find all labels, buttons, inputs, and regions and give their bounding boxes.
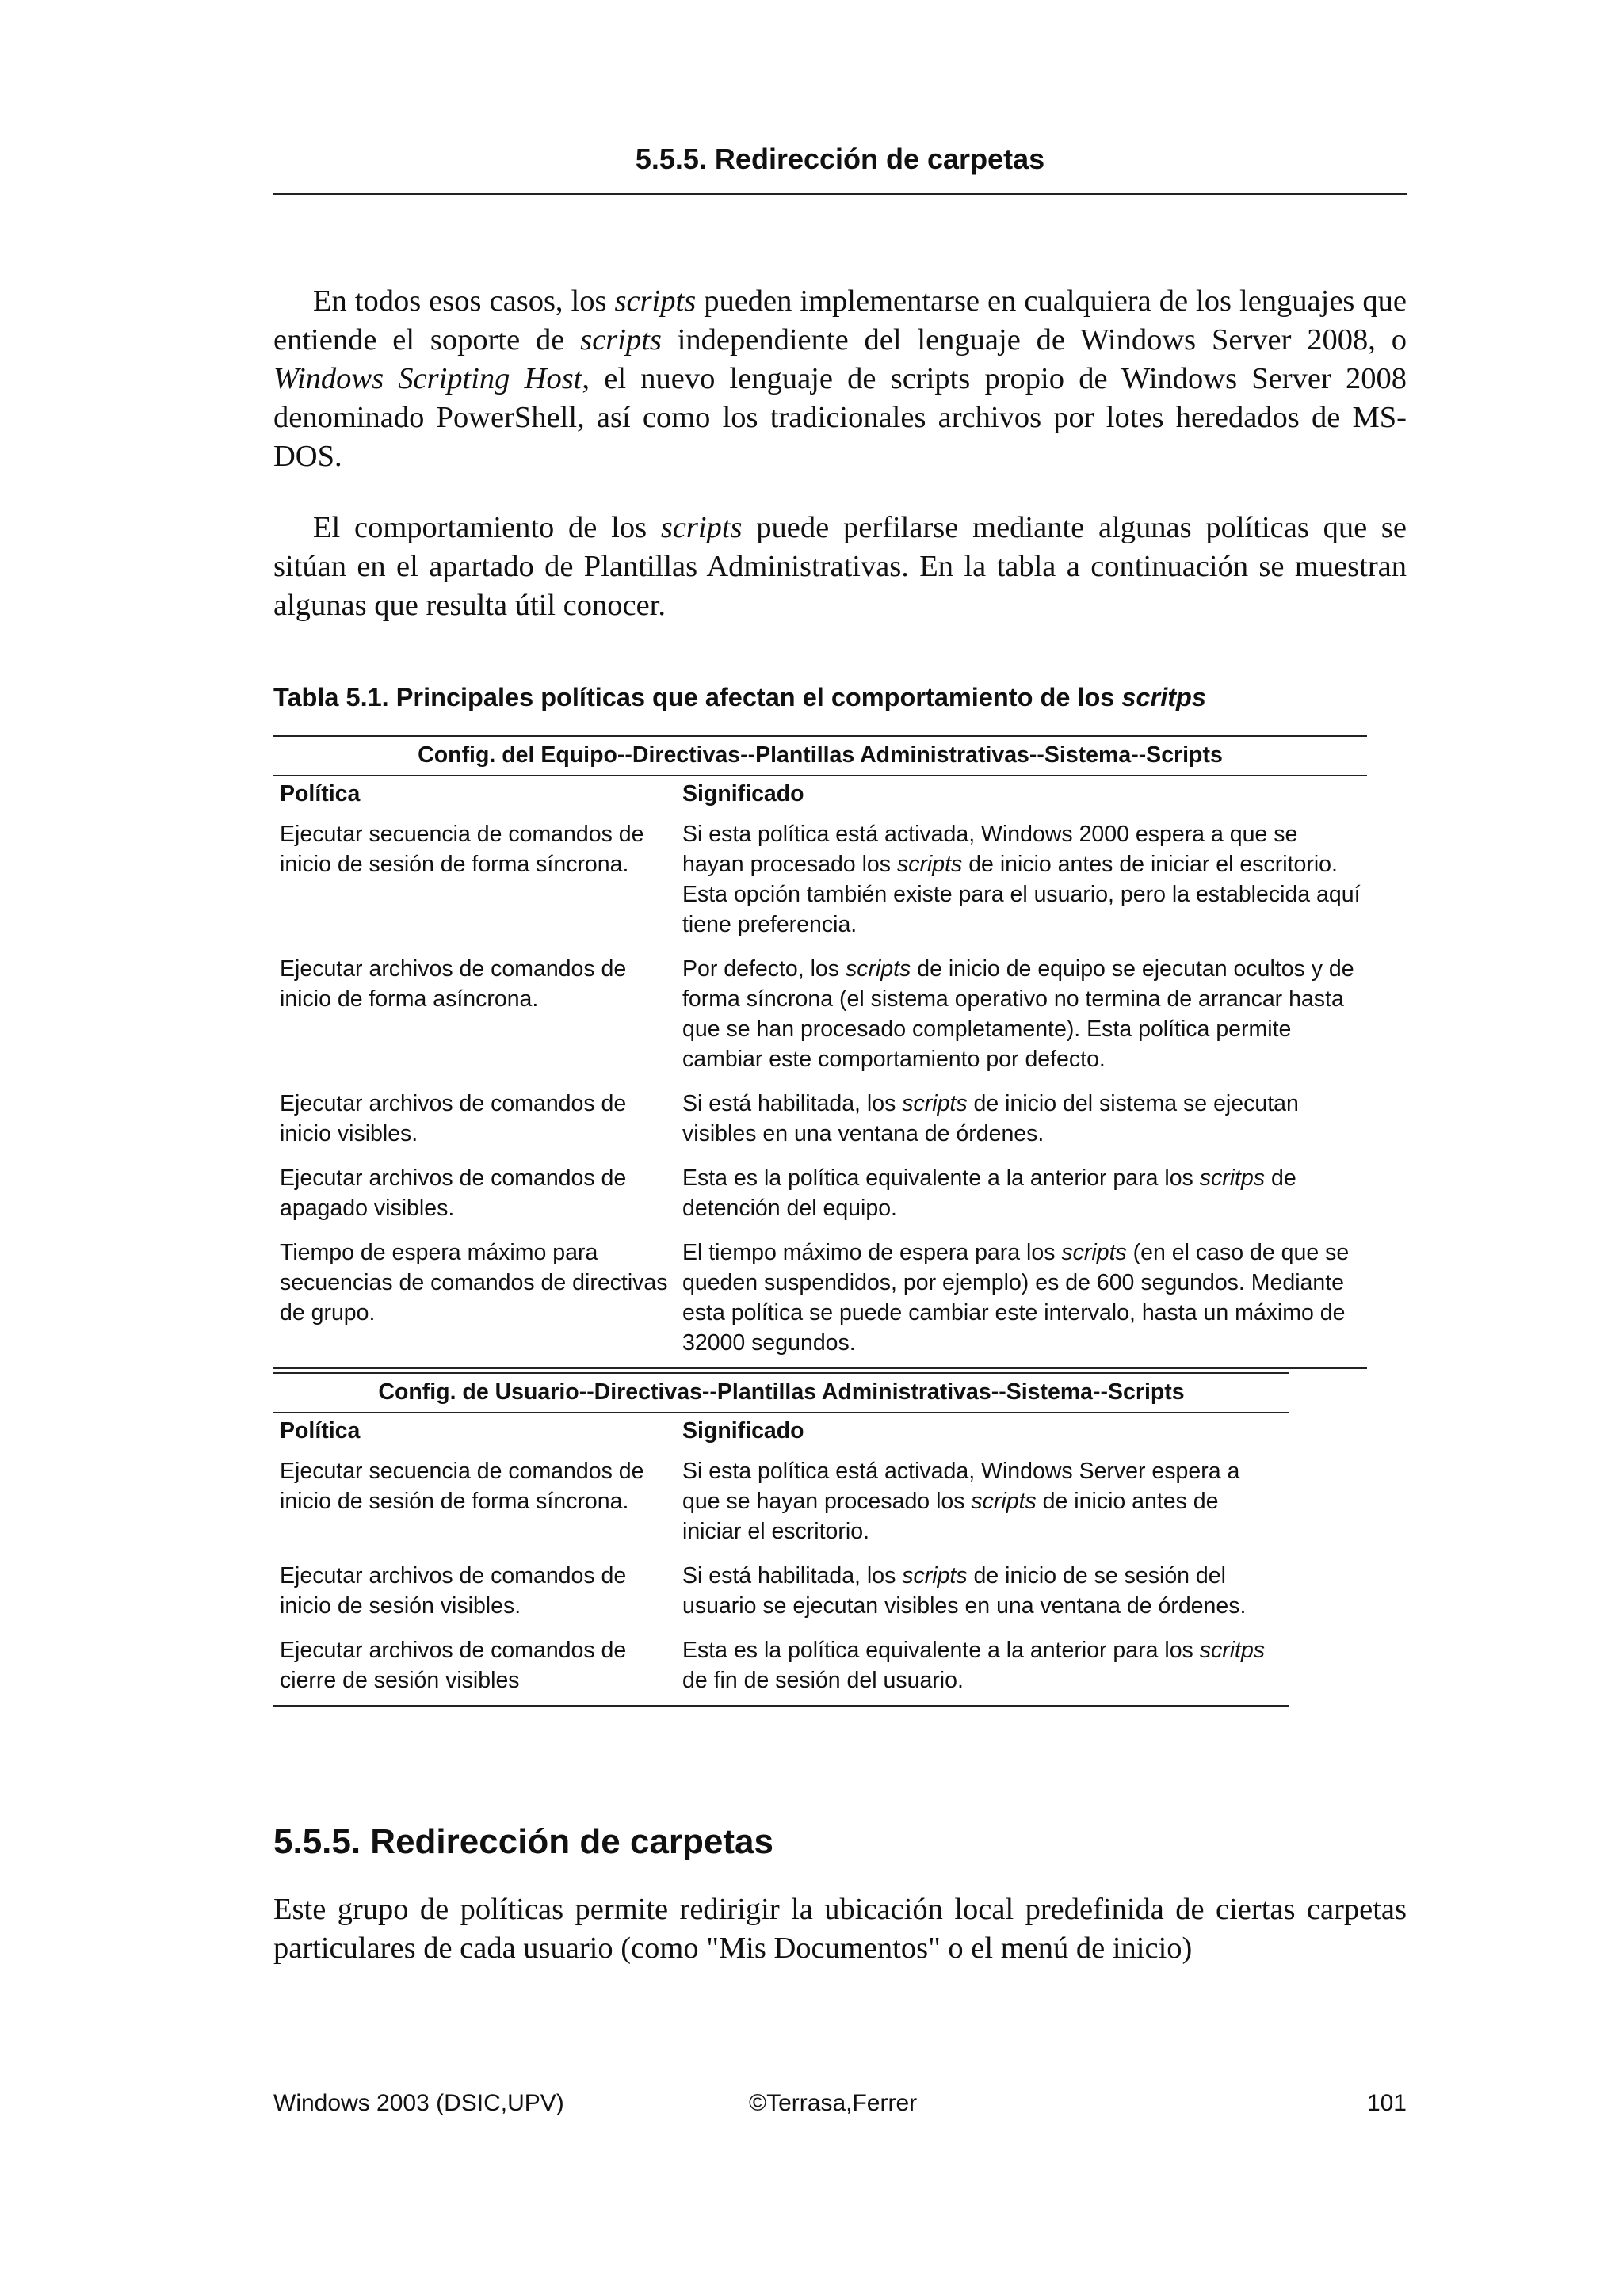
italic-run: scripts [902,1091,968,1116]
document-page [273,0,1407,2296]
policies-table-user [273,1372,1289,1707]
footer-center: ©Terrasa,Ferrer [749,2090,918,2116]
table-row [273,1158,1367,1233]
text-run: de inicio del sistema se ejecutan visibles en una ventana de órdenes. [682,1091,1299,1146]
column-header-policy: Política [273,1413,676,1451]
meaning-cell [676,814,1367,950]
text-run: Esta es la política equivalente a la anterior para los [682,1165,1200,1191]
italic-run: scripts [580,323,662,357]
policy-cell: Ejecutar secuencia de comandos de inicio de sesión de forma síncrona. [280,822,644,877]
text-run: El comportamiento de los [313,511,661,544]
table-row [273,814,1367,950]
italic-run: scripts [614,284,697,318]
column-header-meaning: Significado [676,776,1367,814]
italic-run: scritps [1199,1638,1266,1663]
running-header: 5.5.5. Redirección de carpetas [635,143,1045,175]
text-run: Si está habilitada, los [682,1091,903,1116]
table-row [273,949,1367,1084]
text-run: En todos esos casos, los [313,284,615,318]
meaning-cell [676,1556,1289,1630]
text-run: de inicio de se sesión del usuario se ejecutan visibles en una ventana de órdenes. [682,1563,1247,1619]
policy-cell: Tiempo de espera máximo para secuencias de comandos de directivas de grupo. [273,1233,676,1368]
meaning-cell [676,1158,1367,1233]
text-run: , el nuevo lenguaje de scripts propio de Windows Server 2008 denominado PowerShell, así como los tradicionales archivos por lotes heredados de MS-DOS. [273,362,1407,473]
text-run: pueden implementarse en cualquiera de los lenguajes que entiende el soporte de [273,284,1407,357]
section-heading: 5.5.5. Redirección de carpetas [273,1822,773,1861]
meaning-cell [676,949,1367,1084]
table-row [273,1451,1289,1557]
italic-run: scripts [896,852,963,877]
table-row [273,1556,1289,1630]
text-run: de fin de sesión del usuario. [682,1668,964,1693]
column-header-policy: Política [273,776,676,814]
policy-cell: Ejecutar archivos de comandos de apagado visibles. [280,1165,627,1221]
meaning-cell [676,1084,1367,1158]
caption-text: Tabla 5.1. Principales políticas que afectan el comportamiento de los [273,683,1122,711]
text-run: Si está habilitada, los [682,1563,903,1589]
policy-cell: Ejecutar archivos de comandos de inicio visibles. [280,1091,627,1146]
italic-run: scripts [660,511,743,544]
table-section-header: Config. del Equipo--Directivas--Plantillas Administrativas--Sistema--Scripts [273,736,1367,776]
italic-run: scripts [971,1489,1037,1514]
paragraph-scripts-behaviour [273,509,1407,625]
table-row [273,1084,1367,1158]
meaning-cell [676,1451,1289,1557]
text-run: de detención del equipo. [682,1165,1296,1221]
policies-table-computer [273,735,1367,1369]
column-header-meaning: Significado [676,1413,1289,1451]
page-number: 101 [1366,2090,1407,2116]
text-run: Esta es la política equivalente a la anterior para los [682,1638,1200,1663]
text-run: Si esta política está activada, Windows Server espera a que se hayan procesado los [682,1459,1240,1514]
paragraph-folder-redirection: Este grupo de políticas permite redirigir la ubicación local predefinida de ciertas carpetas particulares de cada usuario (como "Mis Documentos" o el menú de inicio) [273,1893,1407,1965]
meaning-cell [676,1630,1289,1706]
table-row [273,1233,1367,1368]
text-run: Por defecto, los [682,956,846,982]
policy-cell: Ejecutar archivos de comandos de inicio de forma asíncrona. [280,956,627,1012]
italic-run: scritps [1199,1165,1266,1191]
header-rule [273,193,1407,195]
italic-run: scripts [902,1563,968,1589]
text-run: de inicio antes de iniciar el escritorio. [682,1489,1219,1544]
text-run: de inicio antes de iniciar el escritorio. Esta opción también existe para el usuario, pero la establecida aquí tiene preferencia. [682,852,1361,937]
italic-run: scripts [845,956,911,982]
text-run: Si esta política está activada, Windows 2000 espera a que se hayan procesado los [682,822,1298,877]
text-run: El tiempo máximo de espera para los [682,1240,1062,1265]
text-run: (en el caso de que se queden suspendidos, por ejemplo) es de 600 segundos. Mediante esta política se puede cambiar este intervalo, hasta un máximo de 32000 segundos. [682,1240,1350,1356]
text-run: independiente del lenguaje de Windows Server 2008, o [661,323,1407,357]
text-run: de inicio de equipo se ejecutan ocultos y de forma síncrona (el sistema operativo no termina de arrancar hasta que se han procesado completamente). Esta política permite cambiar este comportamiento por defecto. [682,956,1354,1072]
table-section-header: Config. de Usuario--Directivas--Plantillas Administrativas--Sistema--Scripts [273,1373,1289,1413]
caption-italic: scritps [1121,683,1206,711]
italic-run: scripts [1061,1240,1127,1265]
text-run: puede perfilarse mediante algunas políticas que se sitúan en el apartado de Plantillas Administrativas. En la tabla a continuación se muestran algunas que resulta útil conocer. [273,511,1407,622]
policy-cell: Ejecutar secuencia de comandos de inicio de sesión de forma síncrona. [280,1459,644,1514]
policy-cell: Ejecutar archivos de comandos de inicio de sesión visibles. [280,1563,627,1619]
meaning-cell [676,1233,1367,1368]
paragraph-scripts-languages [273,282,1407,476]
policy-cell: Ejecutar archivos de comandos de cierre de sesión visibles [273,1630,676,1706]
italic-run: Windows Scripting Host [273,362,582,395]
table-caption [273,683,1206,712]
footer-left: Windows 2003 (DSIC,UPV) [273,2090,564,2116]
table-row [273,1630,1289,1706]
